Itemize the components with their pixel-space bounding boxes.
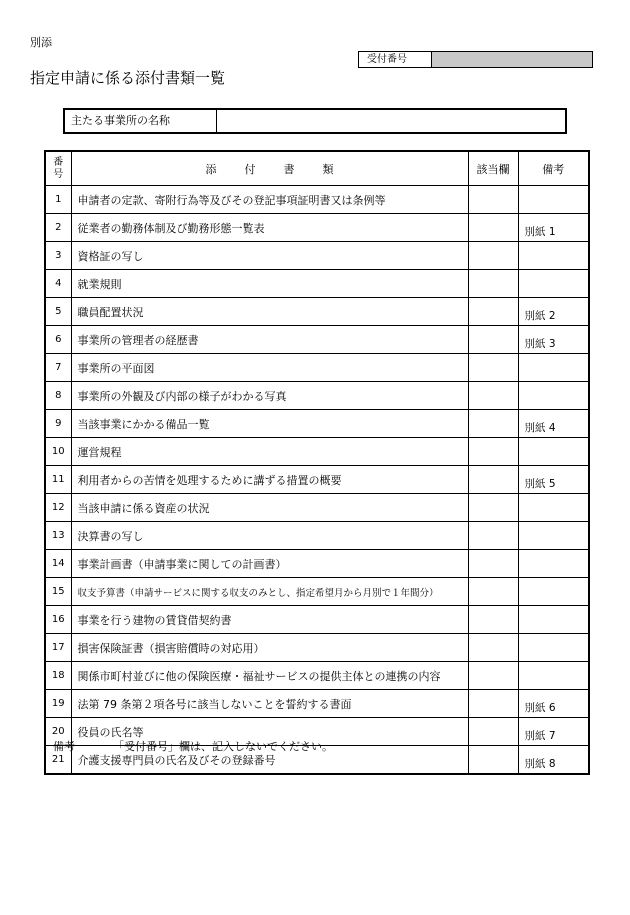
row-number: 8 [45, 382, 71, 410]
row-document: 運営規程 [71, 438, 468, 466]
row-number: 11 [45, 466, 71, 494]
attachment-label: 別添 [30, 36, 52, 49]
table-row [45, 242, 589, 270]
documents-table [44, 150, 590, 775]
row-document: 事業を行う建物の賃貸借契約書 [71, 606, 468, 634]
row-applicable-cell[interactable] [468, 382, 518, 410]
row-applicable-cell[interactable] [468, 550, 518, 578]
row-applicable-cell[interactable] [468, 438, 518, 466]
row-remark [518, 522, 589, 550]
row-remark [518, 634, 589, 662]
row-remark [518, 550, 589, 578]
table-row [45, 326, 589, 354]
row-applicable-cell[interactable] [468, 298, 518, 326]
row-number: 5 [45, 298, 71, 326]
header-number-text: 番 号 [53, 156, 64, 180]
row-number: 20 [45, 718, 71, 746]
remark-text: 「受付番号」欄は、記入しないでください。 [113, 740, 333, 753]
row-number: 1 [45, 186, 71, 214]
table-row [45, 550, 589, 578]
row-applicable-cell[interactable] [468, 466, 518, 494]
row-document: 事業所の外観及び内部の様子がわかる写真 [71, 382, 468, 410]
row-remark [518, 578, 589, 606]
receipt-number-field[interactable] [432, 52, 592, 67]
row-number: 9 [45, 410, 71, 438]
row-number: 6 [45, 326, 71, 354]
row-applicable-cell[interactable] [468, 270, 518, 298]
row-document: 申請者の定款、寄附行為等及びその登記事項証明書又は条例等 [71, 186, 468, 214]
table-row [45, 298, 589, 326]
table-row [45, 438, 589, 466]
row-number: 15 [45, 578, 71, 606]
table-row [45, 410, 589, 438]
row-remark [518, 662, 589, 690]
remark-label: 備考 [53, 740, 75, 753]
row-remark: 別紙 3 [518, 326, 589, 354]
row-number: 18 [45, 662, 71, 690]
row-remark: 別紙 5 [518, 466, 589, 494]
office-name-field[interactable] [217, 110, 565, 132]
row-remark [518, 606, 589, 634]
row-remark: 別紙 6 [518, 690, 589, 718]
office-name-box [63, 108, 567, 134]
row-document: 決算書の写し [71, 522, 468, 550]
row-document: 事業所の管理者の経歴書 [71, 326, 468, 354]
row-remark [518, 354, 589, 382]
row-remark [518, 438, 589, 466]
row-applicable-cell[interactable] [468, 690, 518, 718]
row-number: 12 [45, 494, 71, 522]
row-applicable-cell[interactable] [468, 746, 518, 775]
row-document: 関係市町村並びに他の保険医療・福祉サービスの提供主体との連携の内容 [71, 662, 468, 690]
page-title: 指定申請に係る添付書類一覧 [30, 69, 226, 87]
row-number: 3 [45, 242, 71, 270]
header-number [45, 151, 71, 186]
row-applicable-cell[interactable] [468, 662, 518, 690]
header-documents: 添付書類 [71, 151, 468, 186]
row-number: 7 [45, 354, 71, 382]
row-number: 13 [45, 522, 71, 550]
table-row [45, 214, 589, 242]
row-applicable-cell[interactable] [468, 634, 518, 662]
receipt-number-box [358, 51, 593, 68]
row-remark [518, 382, 589, 410]
table-row [45, 578, 589, 606]
table-row [45, 270, 589, 298]
office-name-label: 主たる事業所の名称 [65, 110, 217, 132]
row-applicable-cell[interactable] [468, 242, 518, 270]
row-remark: 別紙 4 [518, 410, 589, 438]
row-document: 事業所の平面図 [71, 354, 468, 382]
row-remark [518, 186, 589, 214]
table-row [45, 606, 589, 634]
row-document: 役員の氏名等 [71, 718, 468, 746]
row-document: 資格証の写し [71, 242, 468, 270]
row-remark: 別紙 1 [518, 214, 589, 242]
header-applicable: 該当欄 [468, 151, 518, 186]
row-document: 介護支援専門員の氏名及びその登録番号 [71, 746, 468, 775]
row-number: 2 [45, 214, 71, 242]
row-applicable-cell[interactable] [468, 186, 518, 214]
table-row [45, 354, 589, 382]
table-row [45, 466, 589, 494]
row-document: 職員配置状況 [71, 298, 468, 326]
row-number: 21 [45, 746, 71, 775]
table-row [45, 382, 589, 410]
row-number: 16 [45, 606, 71, 634]
row-number: 19 [45, 690, 71, 718]
row-applicable-cell[interactable] [468, 326, 518, 354]
row-remark: 別紙 7 [518, 718, 589, 746]
row-document: 収支予算書（申請サービスに関する収支のみとし、指定希望月から月別で１年間分） [71, 578, 468, 606]
footer-remark [53, 738, 333, 754]
table-row [45, 690, 589, 718]
row-remark: 別紙 2 [518, 298, 589, 326]
row-number: 14 [45, 550, 71, 578]
row-number: 10 [45, 438, 71, 466]
row-document: 就業規則 [71, 270, 468, 298]
row-document: 当該事業にかかる備品一覧 [71, 410, 468, 438]
table-row [45, 522, 589, 550]
row-applicable-cell[interactable] [468, 214, 518, 242]
row-document: 当該申請に係る資産の状況 [71, 494, 468, 522]
row-document: 事業計画書（申請事業に関しての計画書） [71, 550, 468, 578]
table-row [45, 494, 589, 522]
table-header-row [45, 151, 589, 186]
row-applicable-cell[interactable] [468, 578, 518, 606]
row-remark: 別紙 8 [518, 746, 589, 775]
row-applicable-cell[interactable] [468, 718, 518, 746]
row-number: 17 [45, 634, 71, 662]
row-number: 4 [45, 270, 71, 298]
row-applicable-cell[interactable] [468, 606, 518, 634]
row-remark [518, 242, 589, 270]
row-document: 利用者からの苦情を処理するために講ずる措置の概要 [71, 466, 468, 494]
row-applicable-cell[interactable] [468, 354, 518, 382]
table-row [45, 662, 589, 690]
row-remark [518, 270, 589, 298]
row-document: 法第 79 条第２項各号に該当しないことを誓約する書面 [71, 690, 468, 718]
row-applicable-cell[interactable] [468, 522, 518, 550]
row-document: 損害保険証書（損害賠償時の対応用） [71, 634, 468, 662]
header-remarks: 備考 [518, 151, 589, 186]
row-applicable-cell[interactable] [468, 494, 518, 522]
table-row [45, 634, 589, 662]
receipt-number-label: 受付番号 [359, 52, 432, 67]
row-document: 従業者の勤務体制及び勤務形態一覧表 [71, 214, 468, 242]
table-row [45, 186, 589, 214]
row-remark [518, 494, 589, 522]
row-applicable-cell[interactable] [468, 410, 518, 438]
